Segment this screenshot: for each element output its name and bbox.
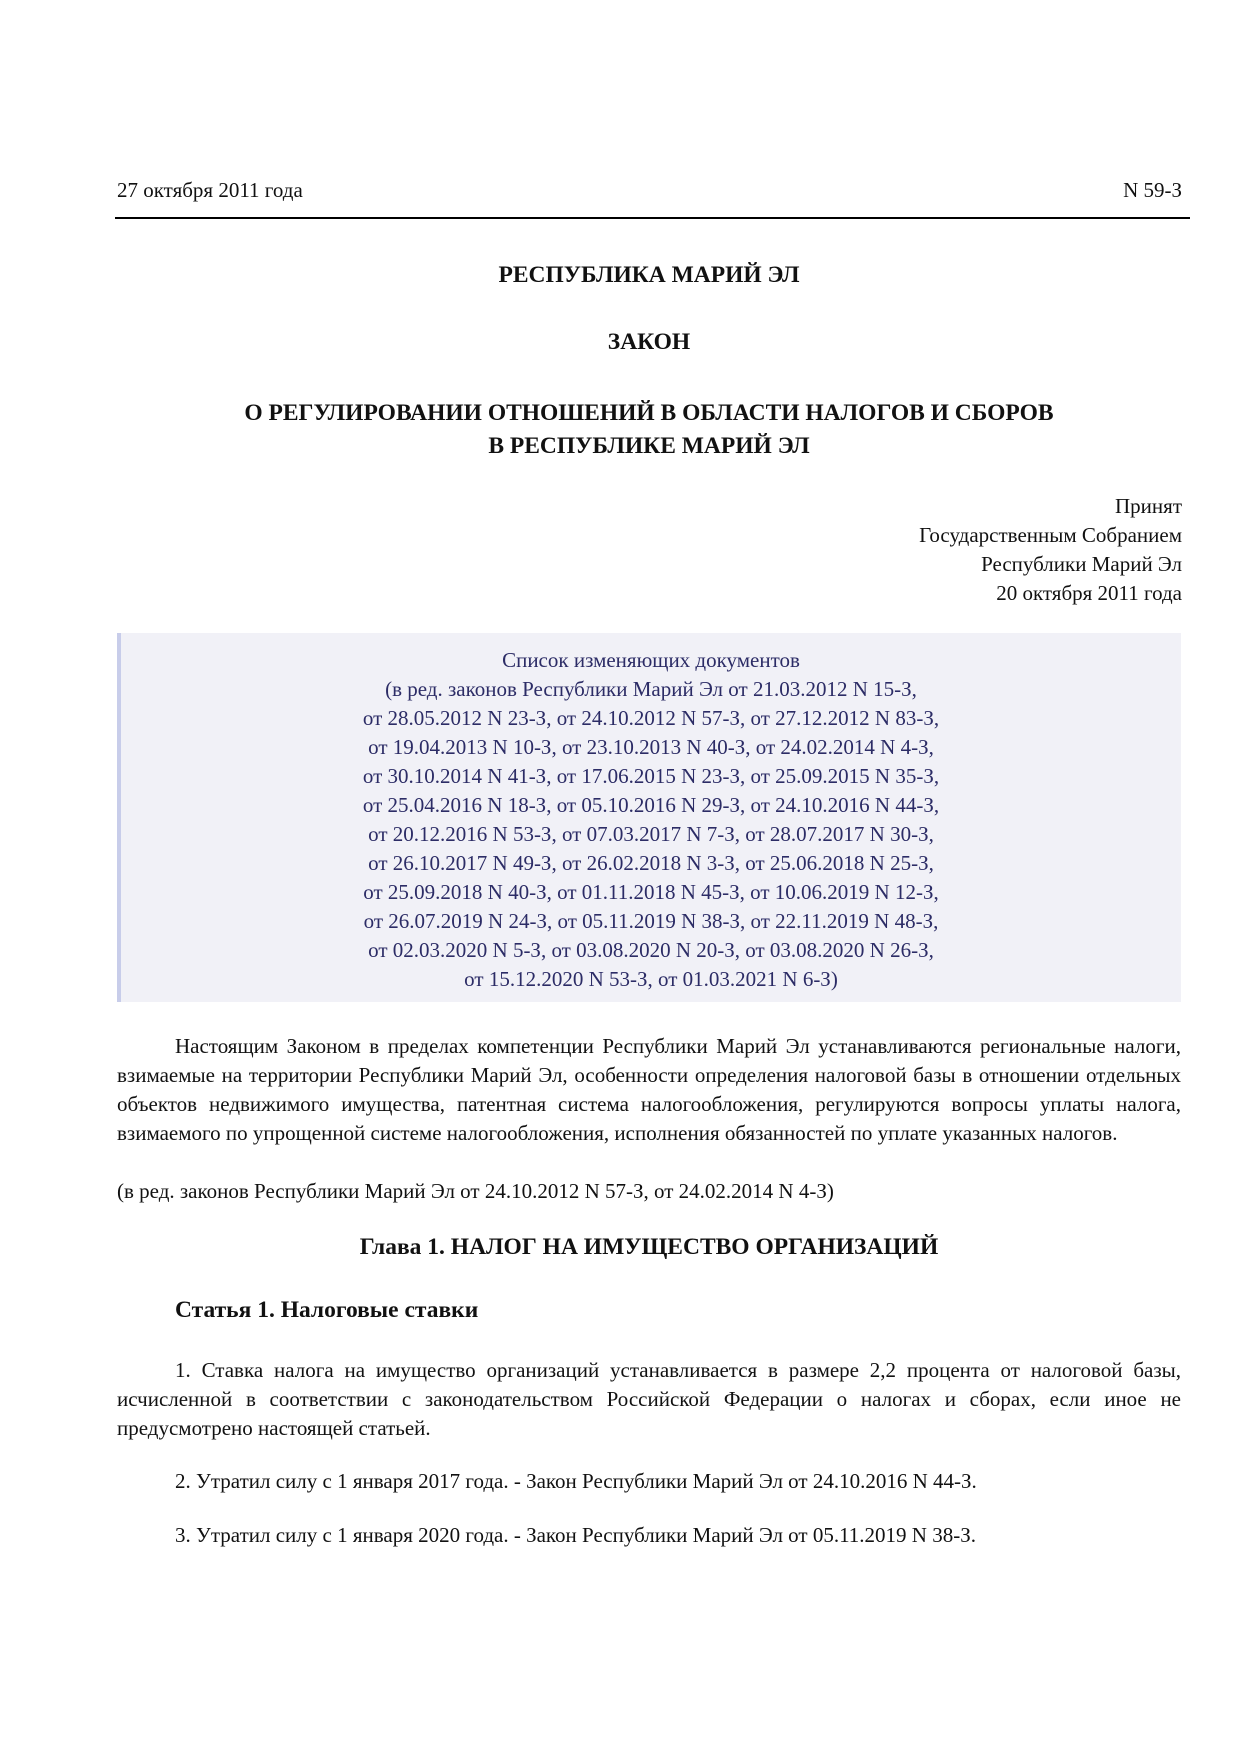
- article-item: 1. Ставка налога на имущество организаций устанавливается в размере 2,2 процента от налоговой базы, исчисленной в соответствии с законодательством Российской Федерации о налогах и сборах, если иное не предусмотрено настоящей статьей.: [117, 1358, 1181, 1440]
- adoption-line: 20 октября 2011 года: [996, 581, 1182, 605]
- amendments-box: [117, 633, 1181, 1002]
- header-date: 27 октября 2011 года: [117, 178, 303, 202]
- adoption-block: [919, 492, 1182, 608]
- article-heading: Статья 1. Налоговые ставки: [175, 1297, 479, 1323]
- chapter-heading: Глава 1. НАЛОГ НА ИМУЩЕСТВО ОРГАНИЗАЦИЙ: [359, 1234, 939, 1260]
- preamble: Настоящим Законом в пределах компетенции Республики Марий Эл устанавливаются региональные налоги, взимаемые на территории Республики Марий Эл, особенности определения налоговой базы в отношении отдельных объектов недвижимого имущества, патентная система налогообложения, регулируются вопросы уплаты налога, взимаемого по упрощенной системе налогообложения, исполнения обязанностей по уплате указанных налогов.: [117, 1034, 1181, 1145]
- law-title: [117, 397, 1181, 463]
- amendment-line[interactable]: от 19.04.2013 N 10-З, от 23.10.2013 N 40-З, от 24.02.2014 N 4-З,: [368, 735, 934, 759]
- amendment-line[interactable]: (в ред. законов Республики Марий Эл от 21.03.2012 N 15-З,: [385, 677, 917, 701]
- law-title-line1: О РЕГУЛИРОВАНИИ ОТНОШЕНИЙ В ОБЛАСТИ НАЛОГОВ И СБОРОВ: [244, 400, 1054, 426]
- adoption-line: Принят: [1115, 494, 1182, 518]
- header-number: N 59-З: [1123, 178, 1182, 202]
- amendments-heading: Список изменяющих документов: [502, 648, 800, 672]
- amendment-line[interactable]: от 28.05.2012 N 23-З, от 24.10.2012 N 57-З, от 27.12.2012 N 83-З,: [362, 706, 940, 730]
- article-item: 2. Утратил силу с 1 января 2017 года. - Закон Республики Марий Эл от 24.10.2016 N 44-З.: [175, 1469, 977, 1493]
- amendment-line[interactable]: от 15.12.2020 N 53-З, от 01.03.2021 N 6-З): [464, 967, 838, 991]
- adoption-line: Государственным Собранием: [919, 523, 1182, 547]
- amendment-line[interactable]: от 26.10.2017 N 49-З, от 26.02.2018 N 3-З, от 25.06.2018 N 25-З,: [368, 851, 934, 875]
- amendment-line[interactable]: от 02.03.2020 N 5-З, от 03.08.2020 N 20-З, от 03.08.2020 N 26-З,: [368, 938, 934, 962]
- law-title-line2: В РЕСПУБЛИКЕ МАРИЙ ЭЛ: [488, 433, 810, 459]
- republic-title: РЕСПУБЛИКА МАРИЙ ЭЛ: [498, 262, 800, 288]
- amendment-line[interactable]: от 20.12.2016 N 53-З, от 07.03.2017 N 7-З, от 28.07.2017 N 30-З,: [368, 822, 934, 846]
- amendment-line[interactable]: от 26.07.2019 N 24-З, от 05.11.2019 N 38-З, от 22.11.2019 N 48-З,: [363, 909, 939, 933]
- amendment-line[interactable]: от 25.04.2016 N 18-З, от 05.10.2016 N 29-З, от 24.10.2016 N 44-З,: [362, 793, 940, 817]
- document-header: [117, 178, 1182, 203]
- amendment-line[interactable]: от 25.09.2018 N 40-З, от 01.11.2018 N 45-З, от 10.06.2019 N 12-З,: [363, 880, 939, 904]
- law-kind: ЗАКОН: [607, 329, 691, 355]
- header-divider: [115, 217, 1190, 219]
- amendment-line[interactable]: от 30.10.2014 N 41-З, от 17.06.2015 N 23-З, от 25.09.2015 N 35-З,: [362, 764, 940, 788]
- article-item: 3. Утратил силу с 1 января 2020 года. - Закон Республики Марий Эл от 05.11.2019 N 38-З.: [175, 1523, 976, 1547]
- preamble-note: (в ред. законов Республики Марий Эл от 24.10.2012 N 57-З, от 24.02.2014 N 4-З): [117, 1179, 834, 1203]
- adoption-line: Республики Марий Эл: [981, 552, 1182, 576]
